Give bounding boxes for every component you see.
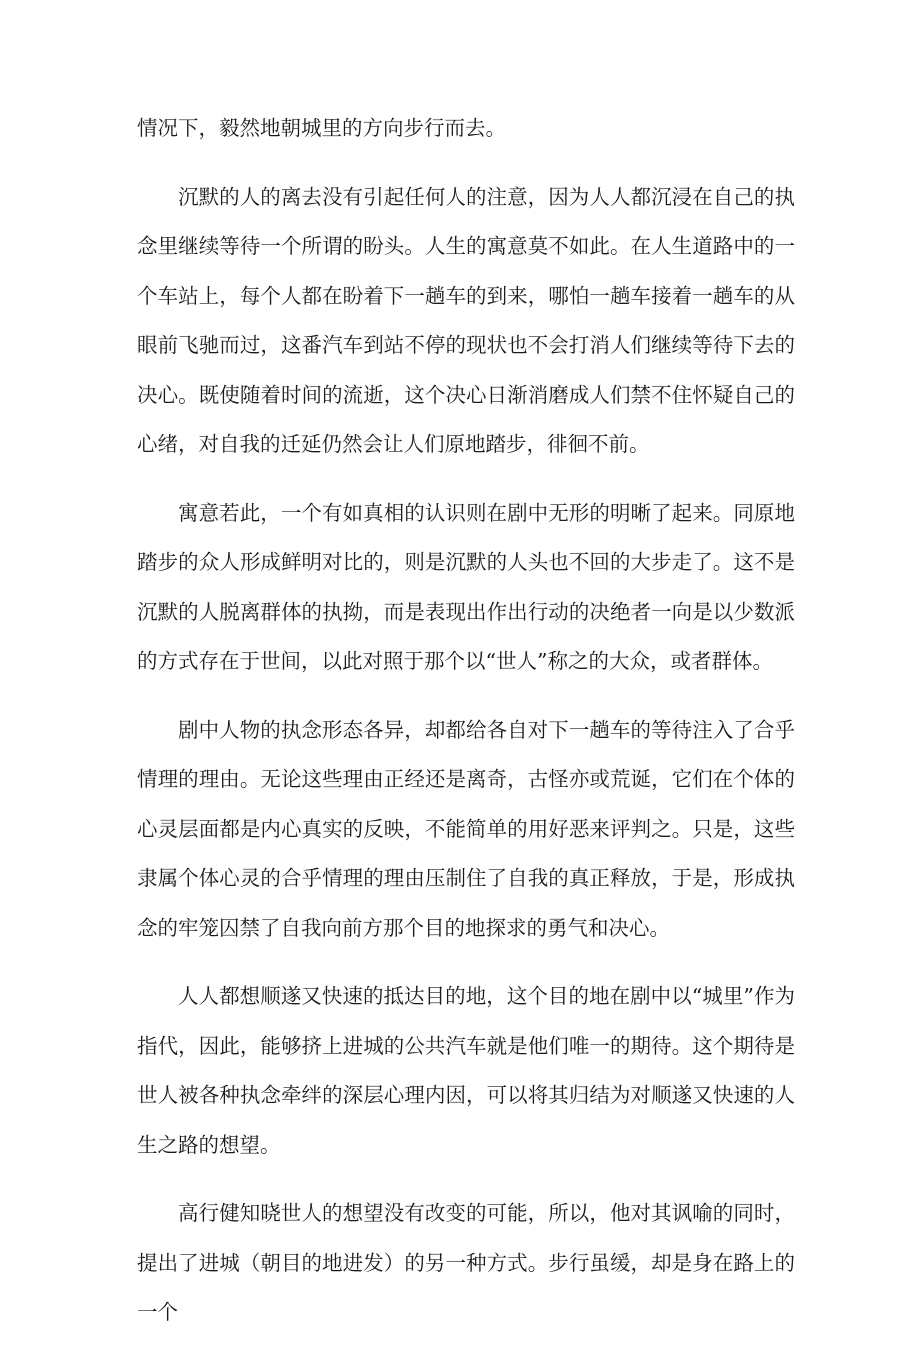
paragraph-4: 剧中人物的执念形态各异，却都给各自对下一趟车的等待注入了合乎情理的理由。无论这些理由正经还是离奇，古怪亦或荒诞，它们在个体的心灵层面都是内心真实的反映，不能简单的用好恶来评判之。只是，这些隶属个体心灵的合乎情理的理由压制住了自我的真正释放，于是，形成执念的牢笼囚禁了自我向前方那个目的地探求的勇气和决心。 xyxy=(137,717,795,940)
paragraph-5: 人人都想顺遂又快速的抵达目的地，这个目的地在剧中以“城里”作为指代，因此，能够挤上进城的公共汽车就是他们唯一的期待。这个期待是世人被各种执念牵绊的深层心理内因，可以将其归结为对顺遂又快速的人生之路的想望。 xyxy=(137,984,795,1157)
document-body xyxy=(137,104,795,1357)
paragraph-6: 高行健知晓世人的想望没有改变的可能，所以，他对其讽喻的同时，提出了进城（朝目的地进发）的另一种方式。步行虽缓，却是身在路上的一个 xyxy=(137,1201,795,1324)
paragraph-2: 沉默的人的离去没有引起任何人的注意，因为人人都沉浸在自己的执念里继续等待一个所谓的盼头。人生的寓意莫不如此。在人生道路中的一个车站上，每个人都在盼着下一趟车的到来，哪怕一趟车接着一趟车的从眼前飞驰而过，这番汽车到站不停的现状也不会打消人们继续等待下去的决心。既使随着时间的流逝，这个决心日渐消磨成人们禁不住怀疑自己的心绪，对自我的迁延仍然会让人们原地踏步，徘徊不前。 xyxy=(137,184,795,456)
paragraph-1: 情况下，毅然地朝城里的方向步行而去。 xyxy=(137,116,506,140)
paragraph-3: 寓意若此，一个有如真相的认识则在剧中无形的明晰了起来。同原地踏步的众人形成鲜明对比的，则是沉默的人头也不回的大步走了。这不是沉默的人脱离群体的执拗，而是表现出作出行动的决绝者一向是以少数派的方式存在于世间，以此对照于那个以“世人”称之的大众，或者群体。 xyxy=(137,500,795,673)
